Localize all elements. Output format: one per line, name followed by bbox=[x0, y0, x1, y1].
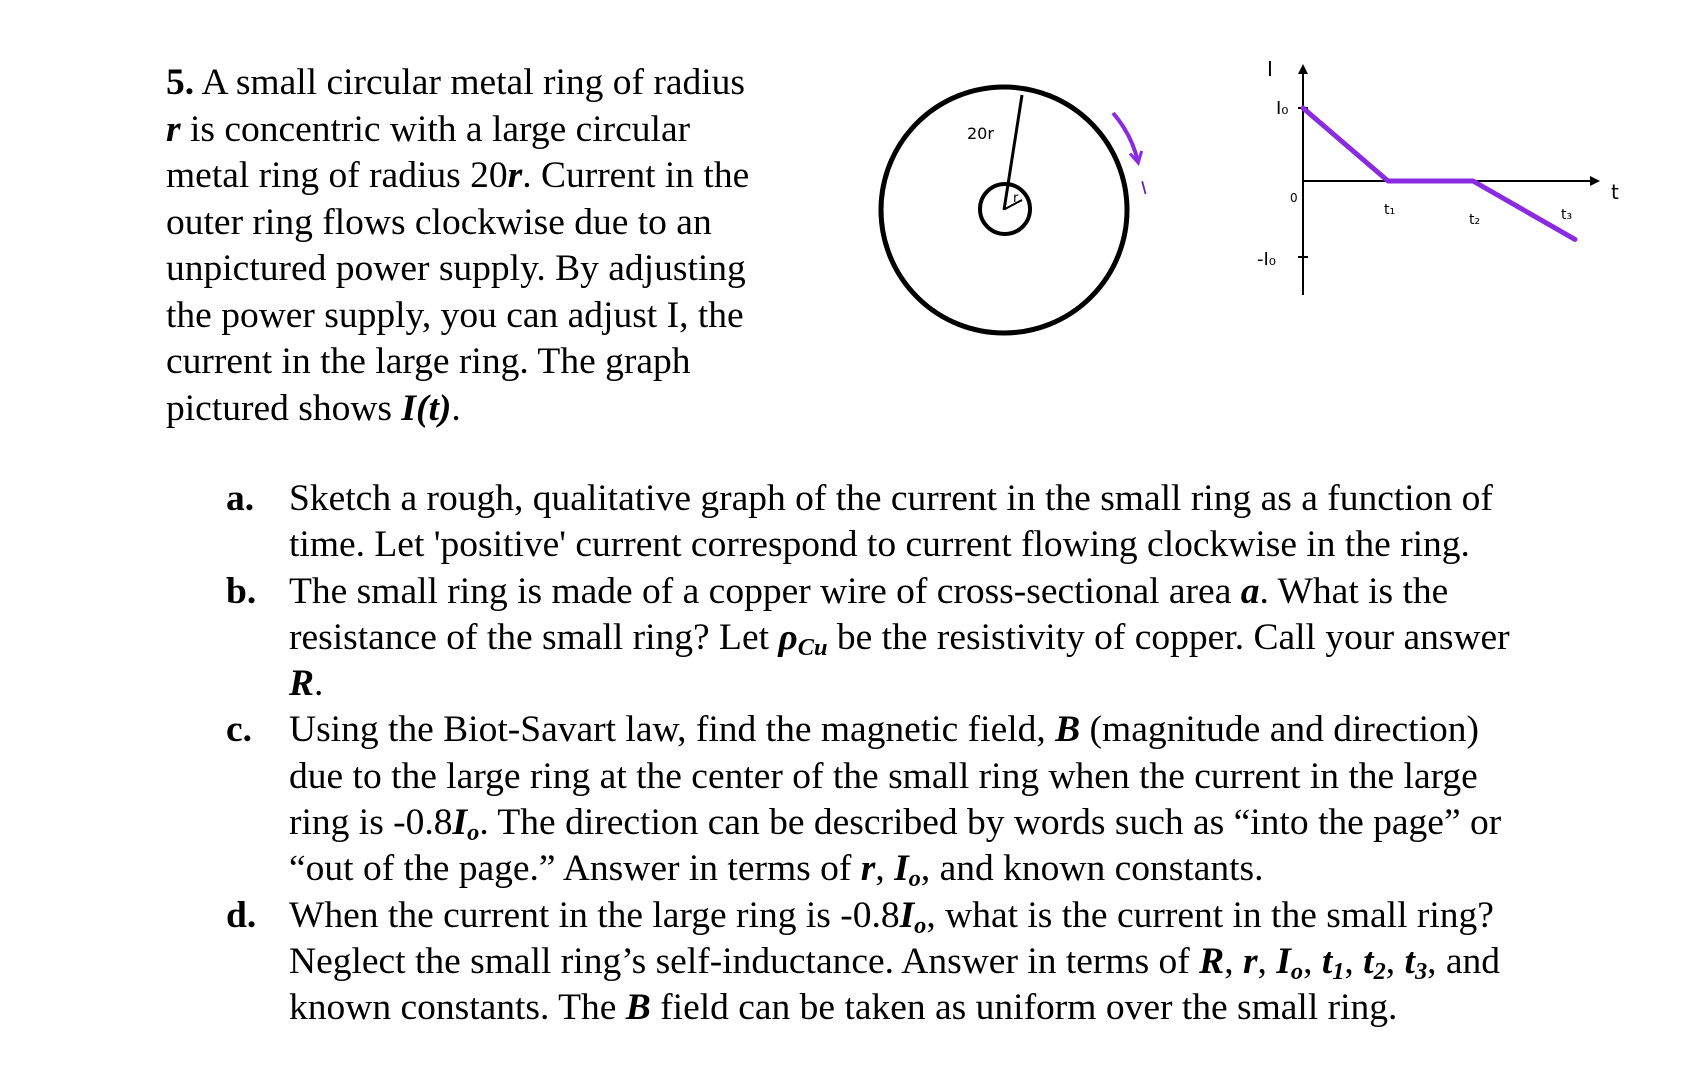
curve-point-3 bbox=[1575, 239, 1576, 240]
part-d-line-3: known constants. The B field can be taken as uniform over the small ring. bbox=[289, 987, 1398, 1029]
graph-origin-label: 0 bbox=[1290, 191, 1298, 205]
part-c-line-1: Using the Biot-Savart law, find the magnetic field, B (magnitude and direction) bbox=[289, 709, 1479, 751]
inner-radius-label: r bbox=[1013, 191, 1019, 206]
part-a-line-2: time. Let 'positive' current correspond to current flowing clockwise in the ring. bbox=[289, 524, 1470, 566]
intro-line-6: the power supply, you can adjust I, the bbox=[166, 294, 744, 336]
graph-y-axis-label: I bbox=[1267, 57, 1273, 81]
curve-point-0 bbox=[1303, 108, 1304, 109]
problem-intro bbox=[166, 60, 816, 432]
graph-x-axis-label: t bbox=[1611, 180, 1619, 204]
part-d-label: d. bbox=[226, 894, 257, 936]
current-label: I bbox=[1138, 177, 1150, 200]
problem-number: 5. bbox=[166, 62, 195, 103]
part-a-line-1: Sketch a rough, qualitative graph of the current in the small ring as a function of bbox=[289, 478, 1493, 519]
intro-line-8: pictured shows I(t). bbox=[166, 387, 461, 429]
graph-xtick-label-1: t₂ bbox=[1469, 212, 1481, 228]
part-b-label: b. bbox=[226, 570, 257, 612]
part-b-line-1: The small ring is made of a copper wire of cross-sectional area a. What is the bbox=[289, 570, 1449, 612]
figure bbox=[860, 40, 1660, 360]
part-b-line-2: resistance of the small ring? Let $\rho_{Cu}$ be the resistivity of copper. Call your answer bbox=[289, 616, 1510, 661]
graph-xtick-label-0: t₁ bbox=[1384, 202, 1396, 218]
intro-line-1: 5. A small circular metal ring of radius bbox=[166, 62, 746, 103]
part-c-line-3: ring is $-0.8I_o$. The direction can be described by words such as “into the page” or bbox=[289, 802, 1502, 847]
part-c-line-2: due to the large ring at the center of the small ring when the current in the large bbox=[289, 755, 1478, 797]
part-c bbox=[226, 707, 1646, 892]
intro-line-2: r is concentric with a large circular bbox=[166, 108, 691, 150]
graph-ytick-label-1: -I₀ bbox=[1257, 249, 1277, 270]
intro-line-5: unpictured power supply. By adjusting bbox=[166, 248, 746, 289]
part-d-line-1: When the current in the large ring is $-0.8I_o$, what is the current in the small ring? bbox=[289, 894, 1494, 939]
current-graph bbox=[1257, 57, 1619, 295]
curve-point-2 bbox=[1473, 181, 1474, 182]
intro-line-7: current in the large ring. The graph bbox=[166, 341, 691, 382]
ring-diagram bbox=[881, 87, 1149, 333]
part-b-line-3: R. bbox=[289, 663, 324, 705]
part-d-line-2: Neglect the small ring’s self-inductance. Answer in terms of R, r, $I_o$, $t_1$, $t_2$, $t_3$, and bbox=[289, 940, 1501, 986]
part-a bbox=[226, 476, 1646, 569]
part-c-line-4: “out of the page.” Answer in terms of r, $I_o$, and known constants. bbox=[289, 848, 1264, 893]
part-c-label: c. bbox=[226, 709, 253, 751]
graph-ytick-label-0: I₀ bbox=[1276, 98, 1289, 119]
part-b bbox=[226, 569, 1646, 708]
intro-line-3: metal ring of radius 20r. Current in the bbox=[166, 155, 750, 196]
current-direction-arrow-icon bbox=[1113, 113, 1138, 162]
curve-point-1 bbox=[1388, 181, 1389, 182]
current-curve-line bbox=[1303, 108, 1575, 239]
intro-line-4: outer ring flows clockwise due to an bbox=[166, 201, 712, 243]
outer-radius-label: 20r bbox=[967, 124, 994, 143]
part-a-label: a. bbox=[226, 478, 255, 519]
current-curve-points bbox=[1303, 108, 1576, 240]
graph-xtick-label-2: t₃ bbox=[1561, 207, 1573, 223]
sub-questions bbox=[226, 476, 1646, 1032]
part-d bbox=[226, 893, 1646, 1032]
